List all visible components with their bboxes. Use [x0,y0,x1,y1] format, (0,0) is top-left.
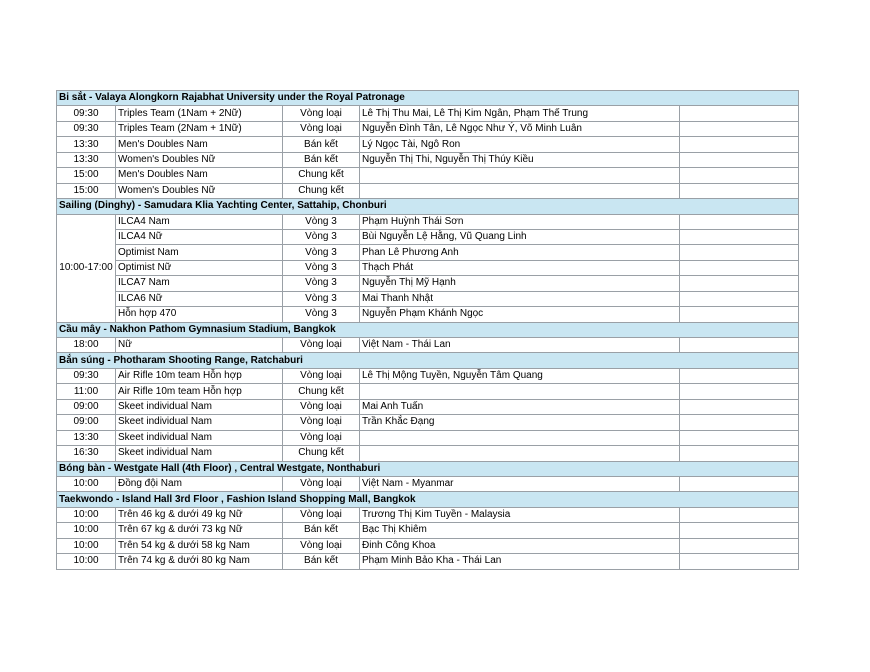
section-title[interactable]: Bi sắt - Valaya Alongkorn Rajabhat University under the Royal Patronage [57,91,799,106]
table-row [57,384,799,399]
empty-cell[interactable] [680,399,799,414]
empty-cell[interactable] [680,152,799,167]
athletes-cell[interactable]: Nguyễn Thị Mỹ Hạnh [360,276,680,291]
round-cell[interactable]: Vòng loại [283,121,360,136]
empty-cell[interactable] [680,338,799,353]
event-cell[interactable]: Air Rifle 10m team Hỗn hợp [116,384,283,399]
empty-cell[interactable] [680,121,799,136]
table-row [57,476,799,491]
round-cell[interactable]: Vòng 3 [283,276,360,291]
table-row [57,260,799,275]
round-cell[interactable]: Chung kết [283,183,360,198]
event-cell[interactable]: Triples Team (2Nam + 1Nữ) [116,121,283,136]
time-cell[interactable]: 13:30 [57,137,116,152]
empty-cell[interactable] [680,554,799,569]
table-row [57,121,799,136]
time-cell[interactable]: 10:00 [57,554,116,569]
empty-cell[interactable] [680,137,799,152]
empty-cell[interactable] [680,384,799,399]
event-cell[interactable]: Optimist Nữ [116,260,283,275]
section-title[interactable]: Taekwondo - Island Hall 3rd Floor , Fashion Island Shopping Mall, Bangkok [57,492,799,507]
round-cell[interactable]: Vòng 3 [283,245,360,260]
empty-cell[interactable] [680,229,799,244]
section-header-row [57,91,799,106]
table-row [57,430,799,445]
round-cell[interactable]: Vòng loại [283,368,360,383]
time-cell[interactable]: 10:00 [57,507,116,522]
table-row [57,168,799,183]
round-cell[interactable]: Vòng 3 [283,229,360,244]
round-cell[interactable]: Bán kết [283,523,360,538]
event-cell[interactable]: ILCA4 Nữ [116,229,283,244]
athletes-cell[interactable]: Phạm Huỳnh Thái Sơn [360,214,680,229]
table-row [57,538,799,553]
athletes-cell[interactable]: Nguyễn Thị Thi, Nguyễn Thị Thúy Kiều [360,152,680,167]
empty-cell[interactable] [680,523,799,538]
table-row [57,554,799,569]
empty-cell[interactable] [680,430,799,445]
time-cell[interactable]: 18:00 [57,338,116,353]
event-cell[interactable]: ILCA6 Nữ [116,291,283,306]
table-row [57,245,799,260]
empty-cell[interactable] [680,183,799,198]
table-row [57,276,799,291]
time-cell[interactable]: 09:00 [57,399,116,414]
round-cell[interactable]: Chung kết [283,384,360,399]
round-cell[interactable]: Vòng loại [283,106,360,121]
time-cell[interactable]: 10:00 [57,523,116,538]
table-row [57,106,799,121]
event-cell[interactable]: Men's Doubles Nam [116,137,283,152]
round-cell[interactable]: Vòng loại [283,507,360,522]
event-cell[interactable]: Air Rifle 10m team Hỗn hợp [116,368,283,383]
section-title[interactable]: Cầu mây - Nakhon Pathom Gymnasium Stadium, Bangkok [57,322,799,337]
event-cell[interactable]: Women's Doubles Nữ [116,152,283,167]
event-cell[interactable]: ILCA4 Nam [116,214,283,229]
athletes-cell[interactable]: Phạm Minh Bảo Kha - Thái Lan [360,554,680,569]
time-cell[interactable]: 10:00 [57,476,116,491]
athletes-cell[interactable]: Lý Ngọc Tài, Ngô Ron [360,137,680,152]
event-cell[interactable]: Trên 54 kg & dưới 58 kg Nam [116,538,283,553]
table-row [57,399,799,414]
event-cell[interactable]: Triples Team (1Nam + 2Nữ) [116,106,283,121]
athletes-cell[interactable] [360,183,680,198]
round-cell[interactable]: Vòng loại [283,430,360,445]
event-cell[interactable]: ILCA7 Nam [116,276,283,291]
schedule-sheet [56,90,799,570]
section-title[interactable]: Sailing (Dinghy) - Samudara Klia Yachting Center, Sattahip, Chonburi [57,199,799,214]
empty-cell[interactable] [680,214,799,229]
event-cell[interactable]: Men's Doubles Nam [116,168,283,183]
time-cell[interactable]: 09:30 [57,106,116,121]
athletes-cell[interactable]: Bùi Nguyễn Lệ Hằng, Vũ Quang Linh [360,229,680,244]
table-row [57,523,799,538]
round-cell[interactable]: Bán kết [283,137,360,152]
empty-cell[interactable] [680,368,799,383]
section-header-row [57,492,799,507]
athletes-cell[interactable] [360,384,680,399]
event-cell[interactable]: Đồng đội Nam [116,476,283,491]
round-cell[interactable]: Vòng 3 [283,291,360,306]
time-cell[interactable]: 09:30 [57,368,116,383]
event-cell[interactable]: Trên 67 kg & dưới 73 kg Nữ [116,523,283,538]
event-cell[interactable]: Skeet individual Nam [116,446,283,461]
athletes-cell[interactable]: Thạch Phát [360,260,680,275]
empty-cell[interactable] [680,446,799,461]
event-cell[interactable]: Trên 46 kg & dưới 49 kg Nữ [116,507,283,522]
time-cell[interactable]: 10:00-17:00 [57,214,116,322]
time-cell[interactable]: 11:00 [57,384,116,399]
table-row [57,137,799,152]
empty-cell[interactable] [680,507,799,522]
round-cell[interactable]: Vòng loại [283,338,360,353]
table-row [57,307,799,322]
athletes-cell[interactable]: Mai Anh Tuấn [360,399,680,414]
empty-cell[interactable] [680,245,799,260]
athletes-cell[interactable]: Nguyễn Đình Tân, Lê Ngọc Như Ý, Võ Minh Luân [360,121,680,136]
table-row [57,507,799,522]
empty-cell[interactable] [680,538,799,553]
section-title[interactable]: Bóng bàn - Westgate Hall (4th Floor) , Central Westgate, Nonthaburi [57,461,799,476]
event-cell[interactable]: Skeet individual Nam [116,399,283,414]
athletes-cell[interactable]: Trần Khắc Đạng [360,415,680,430]
event-cell[interactable]: Skeet individual Nam [116,430,283,445]
table-row [57,415,799,430]
athletes-cell[interactable]: Lê Thị Thu Mai, Lê Thị Kim Ngân, Phạm Thế Trung [360,106,680,121]
event-cell[interactable]: Trên 74 kg & dưới 80 kg Nam [116,554,283,569]
round-cell[interactable]: Vòng 3 [283,307,360,322]
athletes-cell[interactable] [360,430,680,445]
round-cell[interactable]: Vòng loại [283,538,360,553]
athletes-cell[interactable]: Lê Thị Mộng Tuyền, Nguyễn Tâm Quang [360,368,680,383]
round-cell[interactable]: Vòng 3 [283,214,360,229]
table-row [57,152,799,167]
empty-cell[interactable] [680,276,799,291]
event-cell[interactable]: Hỗn hợp 470 [116,307,283,322]
round-cell[interactable]: Vòng loại [283,476,360,491]
table-row [57,229,799,244]
time-cell[interactable]: 16:30 [57,446,116,461]
round-cell[interactable]: Vòng loại [283,415,360,430]
empty-cell[interactable] [680,476,799,491]
time-cell[interactable]: 13:30 [57,430,116,445]
table-row [57,214,799,229]
athletes-cell[interactable]: Việt Nam - Myanmar [360,476,680,491]
round-cell[interactable]: Bán kết [283,554,360,569]
section-header-row [57,353,799,368]
athletes-cell[interactable]: Đinh Công Khoa [360,538,680,553]
time-cell[interactable]: 13:30 [57,152,116,167]
athletes-cell[interactable]: Nguyễn Phạm Khánh Ngọc [360,307,680,322]
time-cell[interactable]: 09:30 [57,121,116,136]
athletes-cell[interactable]: Trương Thị Kim Tuyền - Malaysia [360,507,680,522]
round-cell[interactable]: Vòng loại [283,399,360,414]
time-cell[interactable]: 15:00 [57,183,116,198]
empty-cell[interactable] [680,291,799,306]
section-title[interactable]: Bắn súng - Photharam Shooting Range, Ratchaburi [57,353,799,368]
athletes-cell[interactable]: Bạc Thị Khiêm [360,523,680,538]
table-row [57,446,799,461]
empty-cell[interactable] [680,415,799,430]
athletes-cell[interactable] [360,168,680,183]
table-row [57,338,799,353]
empty-cell[interactable] [680,307,799,322]
time-cell[interactable]: 09:00 [57,415,116,430]
time-cell[interactable]: 15:00 [57,168,116,183]
empty-cell[interactable] [680,106,799,121]
section-header-row [57,199,799,214]
round-cell[interactable]: Chung kết [283,446,360,461]
section-header-row [57,322,799,337]
athletes-cell[interactable]: Phan Lê Phương Anh [360,245,680,260]
empty-cell[interactable] [680,168,799,183]
table-row [57,291,799,306]
round-cell[interactable]: Vòng 3 [283,260,360,275]
table-row [57,183,799,198]
section-header-row [57,461,799,476]
athletes-cell[interactable] [360,446,680,461]
time-cell[interactable]: 10:00 [57,538,116,553]
round-cell[interactable]: Chung kết [283,168,360,183]
event-cell[interactable]: Women's Doubles Nữ [116,183,283,198]
event-cell[interactable]: Skeet individual Nam [116,415,283,430]
empty-cell[interactable] [680,260,799,275]
table-row [57,368,799,383]
athletes-cell[interactable]: Mai Thanh Nhật [360,291,680,306]
round-cell[interactable]: Bán kết [283,152,360,167]
athletes-cell[interactable]: Việt Nam - Thái Lan [360,338,680,353]
event-cell[interactable]: Nữ [116,338,283,353]
event-cell[interactable]: Optimist Nam [116,245,283,260]
